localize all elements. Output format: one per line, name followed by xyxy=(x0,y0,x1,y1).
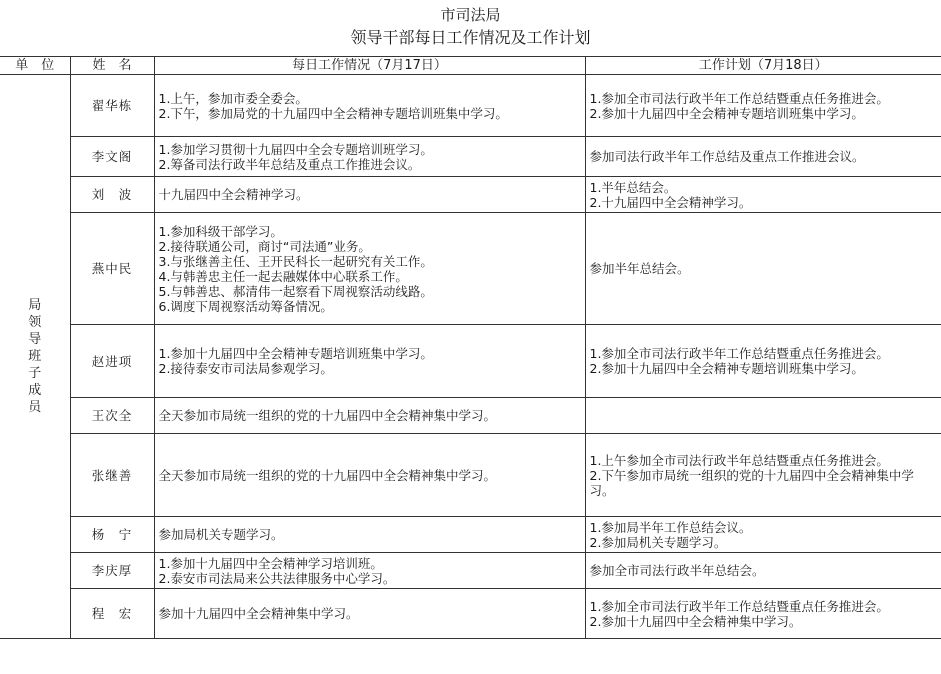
unit-cell xyxy=(0,75,70,639)
daily-work-cell xyxy=(154,137,585,177)
work-plan-item: 2.参加局机关专题学习。 xyxy=(589,534,727,550)
table-row xyxy=(0,177,941,213)
work-plan-item: 2.参加十九届四中全会精神专题培训班集中学习。 xyxy=(589,361,864,376)
document-title: 领导干部每日工作情况及工作计划 xyxy=(350,28,591,47)
person-name: 王次全 xyxy=(70,398,154,434)
work-plan-cell xyxy=(585,325,941,398)
work-plan-item: 参加半年总结会。 xyxy=(589,261,690,276)
daily-work-item: 参加十九届四中全会精神集中学习。 xyxy=(158,606,359,621)
header-row xyxy=(0,57,941,75)
table-row xyxy=(0,325,941,398)
person-name: 杨 宁 xyxy=(70,517,154,553)
table-row xyxy=(0,398,941,434)
table-row xyxy=(0,589,941,639)
daily-work-cell xyxy=(154,434,585,517)
column-header-unit: 单 位 xyxy=(0,57,70,75)
table-row xyxy=(0,75,941,137)
work-plan-cell xyxy=(585,517,941,553)
document-header xyxy=(0,0,941,56)
daily-work-item: 参加局机关专题学习。 xyxy=(158,527,284,542)
work-plan-cell xyxy=(585,75,941,137)
daily-work-item: 全天参加市局统一组织的党的十九届四中全会精神集中学习。 xyxy=(158,408,497,423)
person-name: 赵进项 xyxy=(70,325,154,398)
person-name: 程 宏 xyxy=(70,589,154,639)
work-plan-cell xyxy=(585,177,941,213)
daily-work-cell xyxy=(154,398,585,434)
schedule-table xyxy=(0,56,941,639)
column-header-plan: 工作计划（7月18日） xyxy=(585,57,941,75)
work-plan-item: 参加全市司法行政半年总结会。 xyxy=(589,563,765,578)
daily-work-item: 5.与韩善忠、郝清伟一起察看下周视察活动线路。 xyxy=(158,283,433,299)
work-plan-cell xyxy=(585,398,941,434)
work-plan-item: 2.参加十九届四中全会精神集中学习。 xyxy=(589,613,802,629)
work-plan-cell xyxy=(585,589,941,639)
work-plan-item: 1.上午参加全市司法行政半年总结暨重点任务推进会。 xyxy=(589,452,889,468)
person-name: 燕中民 xyxy=(70,213,154,325)
daily-work-item: 2.接待泰安市司法局参观学习。 xyxy=(158,361,333,376)
daily-work-item: 2.下午，参加局党的十九届四中全会精神专题培训班集中学习。 xyxy=(158,105,508,121)
table-row xyxy=(0,137,941,177)
table-row xyxy=(0,553,941,589)
work-plan-cell xyxy=(585,137,941,177)
daily-work-cell xyxy=(154,177,585,213)
schedule-body xyxy=(0,75,941,639)
daily-work-item: 1.参加学习贯彻十九届四中全会专题培训班学习。 xyxy=(158,141,433,157)
person-name: 李庆厚 xyxy=(70,553,154,589)
daily-work-item: 6.调度下周视察活动筹备情况。 xyxy=(158,298,333,314)
daily-work-item: 2.筹备司法行政半年总结及重点工作推进会议。 xyxy=(158,156,421,172)
person-name: 刘 波 xyxy=(70,177,154,213)
work-plan-item: 1.参加局半年工作总结会议。 xyxy=(589,519,752,535)
column-header-daily: 每日工作情况（7月17日） xyxy=(154,57,585,75)
work-plan-item: 1.参加全市司法行政半年工作总结暨重点任务推进会。 xyxy=(589,598,889,614)
daily-work-item: 全天参加市局统一组织的党的十九届四中全会精神集中学习。 xyxy=(158,467,497,483)
person-name: 张继善 xyxy=(70,434,154,517)
daily-work-item: 2.接待联通公司，商讨“司法通”业务。 xyxy=(158,238,371,254)
daily-work-item: 1.参加科级干部学习。 xyxy=(158,223,283,239)
daily-work-item: 1.上午，参加市委全委会。 xyxy=(158,90,308,106)
work-plan-item: 1.半年总结会。 xyxy=(589,179,677,195)
person-name: 翟华栋 xyxy=(70,75,154,137)
daily-work-cell xyxy=(154,75,585,137)
daily-work-item: 1.参加十九届四中全会精神学习培训班。 xyxy=(158,555,383,571)
work-plan-cell xyxy=(585,434,941,517)
daily-work-item: 4.与韩善忠主任一起去融媒体中心联系工作。 xyxy=(158,268,408,284)
work-plan-cell xyxy=(585,553,941,589)
daily-work-cell xyxy=(154,553,585,589)
work-plan-item: 2.十九届四中全会精神学习。 xyxy=(589,194,752,210)
work-plan-item: 2.下午参加市局统一组织的党的十九届四中全会精神集中学习。 xyxy=(589,467,914,498)
daily-work-item: 1.参加十九届四中全会精神专题培训班集中学习。 xyxy=(158,346,433,361)
table-row xyxy=(0,434,941,517)
table-row xyxy=(0,213,941,325)
daily-work-cell xyxy=(154,325,585,398)
daily-work-item: 3.与张继善主任、王开民科长一起研究有关工作。 xyxy=(158,253,433,269)
table-row xyxy=(0,517,941,553)
work-plan-cell xyxy=(585,213,941,325)
column-header-name: 姓 名 xyxy=(70,57,154,75)
unit-label: 局领导班子成员 xyxy=(28,298,42,415)
person-name: 李文阁 xyxy=(70,137,154,177)
daily-work-cell xyxy=(154,213,585,325)
work-plan-item: 参加司法行政半年工作总结及重点工作推进会议。 xyxy=(589,149,865,164)
work-plan-item: 1.参加全市司法行政半年工作总结暨重点任务推进会。 xyxy=(589,90,889,106)
work-plan-item: 1.参加全市司法行政半年工作总结暨重点任务推进会。 xyxy=(589,346,889,361)
daily-work-cell xyxy=(154,589,585,639)
work-plan-item: 2.参加十九届四中全会精神专题培训班集中学习。 xyxy=(589,105,864,121)
organization-title: 市司法局 xyxy=(440,6,501,24)
daily-work-item: 十九届四中全会精神学习。 xyxy=(158,187,309,202)
daily-work-item: 2.泰安市司法局来公共法律服务中心学习。 xyxy=(158,570,396,586)
daily-work-cell xyxy=(154,517,585,553)
